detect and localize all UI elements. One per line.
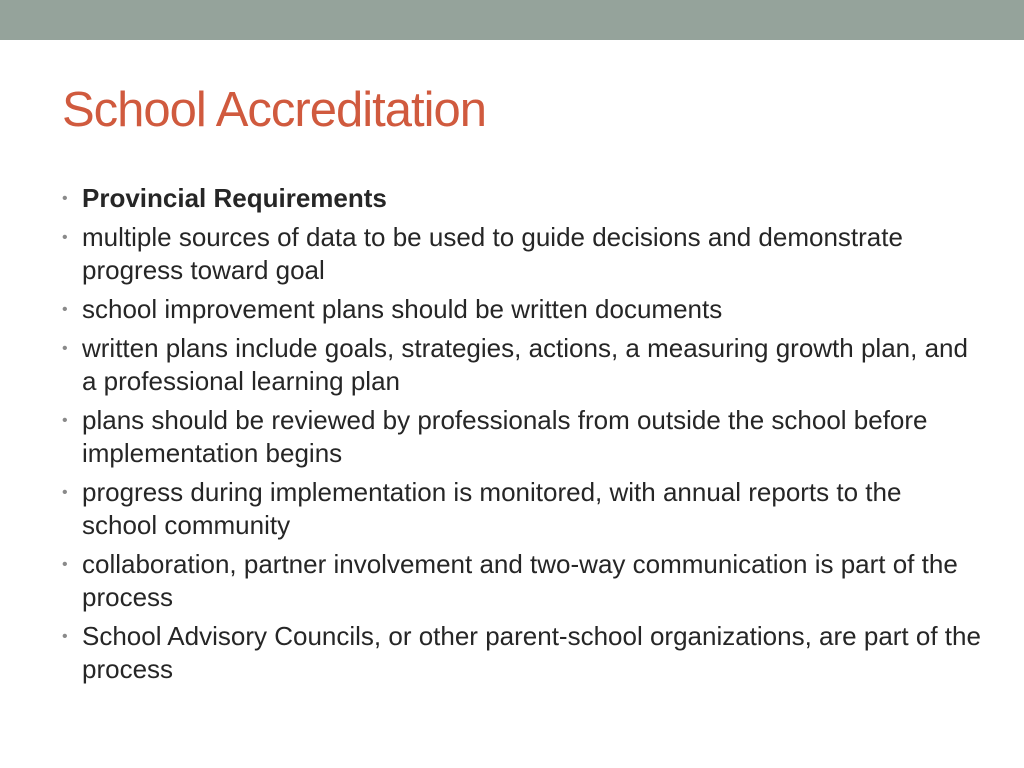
bullet-item xyxy=(62,620,982,686)
bullet-item xyxy=(62,182,982,215)
slide-title: School Accreditation xyxy=(62,83,486,137)
bullet-item xyxy=(62,221,982,287)
bullet-icon: • xyxy=(62,190,68,207)
bullet-icon: • xyxy=(62,556,68,573)
bullet-text: written plans include goals, strategies, actions, a measuring growth plan, and a professional learning plan xyxy=(82,333,968,396)
bullet-item xyxy=(62,293,982,326)
bullet-text: School Advisory Councils, or other parent-school organizations, are part of the process xyxy=(82,621,981,684)
bullet-item xyxy=(62,476,982,542)
bullet-item xyxy=(62,332,982,398)
bullet-text: collaboration, partner involvement and two-way communication is part of the process xyxy=(82,549,958,612)
bullet-text: multiple sources of data to be used to guide decisions and demonstrate progress toward goal xyxy=(82,222,903,285)
bullet-text: Provincial Requirements xyxy=(82,183,387,213)
bullet-item xyxy=(62,548,982,614)
bullet-item xyxy=(62,404,982,470)
bullet-icon: • xyxy=(62,412,68,429)
bullet-list xyxy=(62,182,982,692)
bullet-icon: • xyxy=(62,340,68,357)
bullet-icon: • xyxy=(62,484,68,501)
top-accent-band xyxy=(0,0,1024,40)
bullet-icon: • xyxy=(62,301,68,318)
bullet-icon: • xyxy=(62,628,68,645)
bullet-text: school improvement plans should be written documents xyxy=(82,294,723,324)
bullet-text: progress during implementation is monitored, with annual reports to the school community xyxy=(82,477,902,540)
bullet-icon: • xyxy=(62,229,68,246)
bullet-text: plans should be reviewed by professionals from outside the school before implementation begins xyxy=(82,405,928,468)
